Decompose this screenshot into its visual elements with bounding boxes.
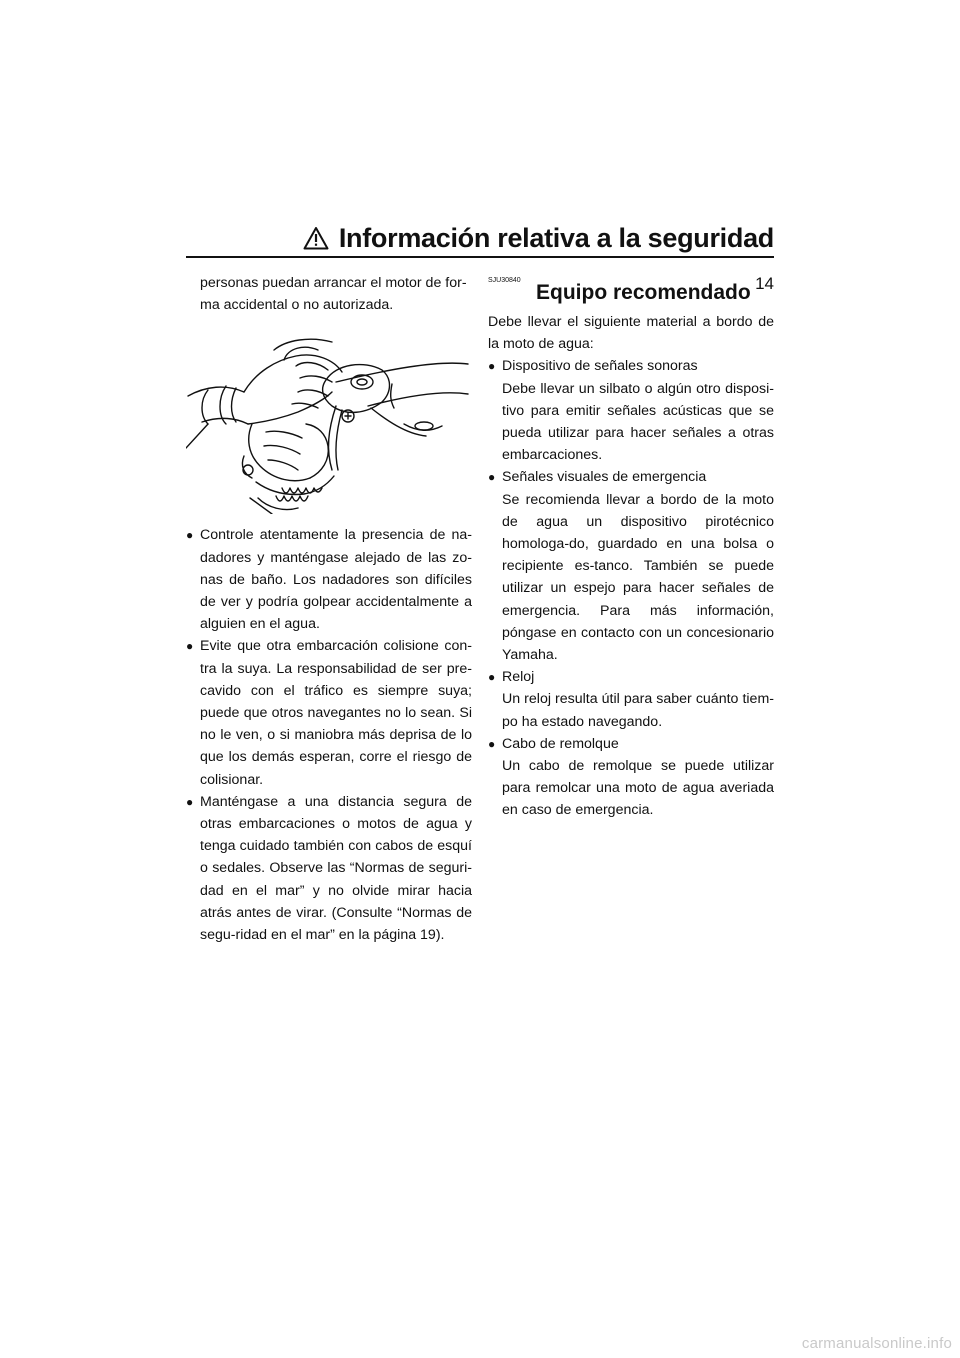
section-title: Equipo recomendado [536,281,751,304]
intro-line: personas puedan arrancar el motor de for- [200,275,467,291]
page-header [186,222,774,258]
list-item: ● Evite que otra embarcación colisione con-tra la suya. La responsabilidad de ser pre-cavido con el tráfico es siempre suya; puede que otros navegantes no lo sean. Si no le ven, o si maniobra más deprisa de lo que los demás esperan, corre el riesgo de colisionar. [186,635,472,790]
item-body: Se recomienda llevar a bordo de la moto de agua un dispositivo pirotécnico homologa-do, guardado en una bolsa o recipiente es-tanco. También se puede utilizar un espejo para hacer señales de emergencia. Para más información, póngase en contacto con un concesionario Yamaha. [502,491,774,664]
bullet-icon: ● [488,736,496,751]
page-number: 14 [755,274,774,293]
bullet-icon: ● [488,359,496,374]
bullet-icon: ● [488,470,496,485]
list-item [488,355,774,377]
right-column [488,272,774,822]
section-intro: Debe llevar el siguiente material a bordo de la moto de agua: [488,314,774,353]
item-title: Cabo de remolque [502,735,619,752]
item-body: Un reloj resulta útil para saber cuánto tiem-po ha estado navegando. [502,691,774,730]
bullet-icon: ● [186,794,194,809]
list-item [488,466,774,488]
left-column [186,272,472,946]
item-body: Un cabo de remolque se puede utilizar para remolcar una moto de agua averiada en caso de emergencia. [502,758,774,819]
intro-line: ma accidental o no autorizada. [200,297,394,314]
page-title: Información relativa a la seguridad [338,223,774,253]
bullet-icon: ● [186,639,194,654]
lanyard-illustration [186,320,472,514]
list-item: ● Controle atentamente la presencia de na-dadores y manténgase alejado de las zo-nas de baño. Los nadadores son difíciles de ver y podría golpear accidentalmente a alguien en el agua. [186,524,472,635]
warning-triangle-icon [303,226,329,250]
list-item [488,666,774,688]
item-title: Señales visuales de emergencia [502,469,707,486]
bullet-icon: ● [186,528,194,543]
item-title: Reloj [502,669,535,686]
list-item: ● Manténgase a una distancia segura de otras embarcaciones o motos de agua y tenga cuidado también con cabos de esquí o sedales. Observe las “Normas de seguri-dad en el mar” y no olvide mirar hacia atrás antes de virar. (Consulte “Normas de segu-ridad en el mar” en la página 19). [186,791,472,946]
list-item [488,733,774,755]
section-code: SJU30840 [488,277,521,284]
bullet-icon: ● [488,670,496,685]
item-title: Dispositivo de señales sonoras [502,358,698,375]
item-body: Debe llevar un silbato o algún otro disposi-tivo para emitir señales acústicas que se pueda utilizar para hacer señales a otras embarcaciones. [502,380,774,464]
watermark-url: carmanualsonline.info [801,1335,952,1352]
